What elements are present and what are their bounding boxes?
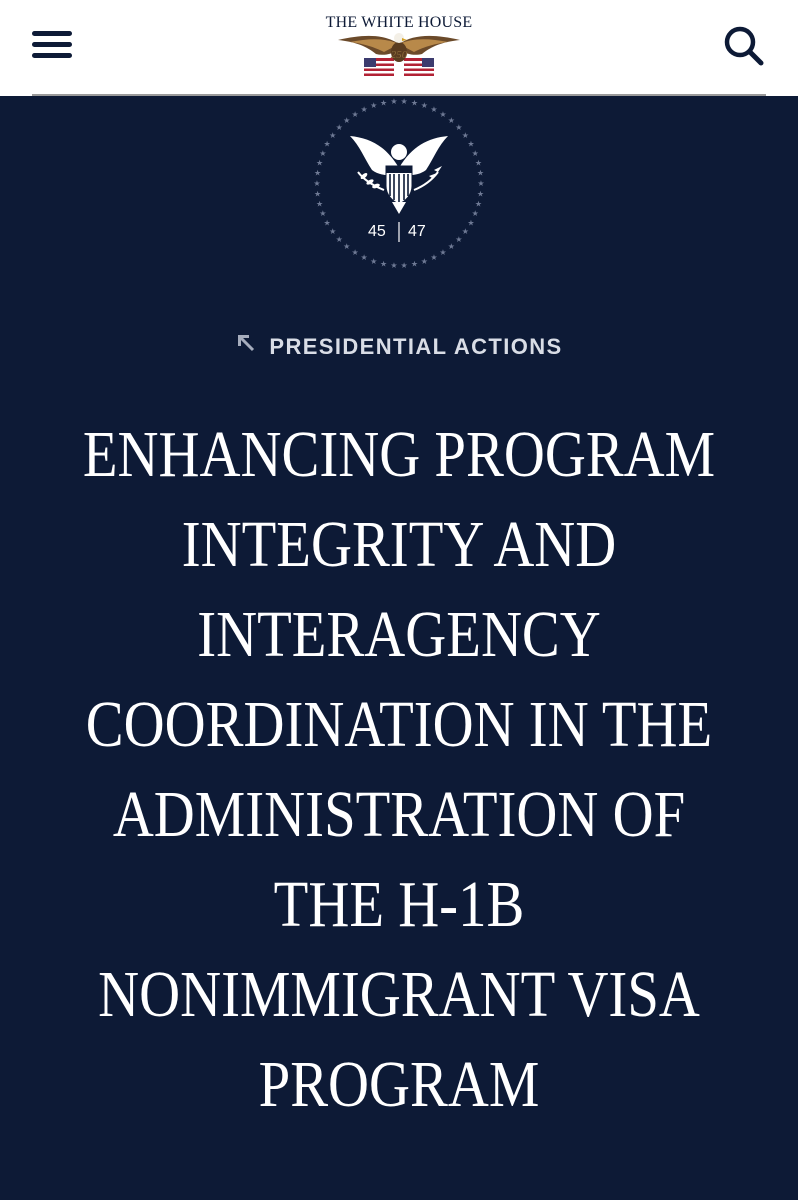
logo-wordmark: THE WHITE HOUSE <box>325 14 473 31</box>
presidential-seal <box>312 96 486 270</box>
seal-star: ★ <box>335 122 343 132</box>
seal-star: ★ <box>323 218 331 228</box>
white-house-logo[interactable] <box>320 10 478 82</box>
search-button[interactable] <box>716 18 772 74</box>
seal-star: ★ <box>313 179 321 188</box>
article-title: ENHANCING PROGRAM INTEGRITY AND INTERAGENCY COORDINATION IN THE ADMINISTRATION OF THE H-1B NONIMMIGRANT VISA PROGRAM <box>82 418 716 1121</box>
presidential-seal-eagle-icon <box>312 96 486 270</box>
seal-star: ★ <box>380 98 388 108</box>
seal-star: ★ <box>316 158 324 168</box>
seal-star: ★ <box>400 97 408 107</box>
seal-star: ★ <box>360 104 368 114</box>
seal-star: ★ <box>410 259 418 269</box>
seal-star: ★ <box>476 168 484 178</box>
site-header <box>0 0 798 96</box>
seal-star: ★ <box>476 189 484 199</box>
seal-star: ★ <box>343 242 351 252</box>
seal-star: ★ <box>477 179 485 188</box>
seal-star: ★ <box>335 235 343 245</box>
seal-star: ★ <box>439 109 447 119</box>
category-link[interactable] <box>0 334 798 360</box>
category-label: PRESIDENTIAL ACTIONS <box>269 334 563 359</box>
seal-star: ★ <box>430 253 438 263</box>
seal-star: ★ <box>461 130 469 140</box>
seal-star: ★ <box>439 248 447 258</box>
seal-star: ★ <box>455 122 463 132</box>
seal-star: ★ <box>343 115 351 125</box>
seal-star: ★ <box>400 260 408 270</box>
seal-star: ★ <box>420 101 428 110</box>
seal-star: ★ <box>461 227 469 237</box>
seal-star: ★ <box>316 199 324 209</box>
seal-star: ★ <box>329 227 337 237</box>
seal-star: ★ <box>323 139 331 149</box>
seal-star: ★ <box>471 148 479 158</box>
seal-star: ★ <box>455 235 463 245</box>
svg-text:250: 250 <box>390 49 408 61</box>
seal-star: ★ <box>314 189 322 199</box>
seal-star: ★ <box>370 257 378 266</box>
seal-star: ★ <box>390 260 398 270</box>
seal-star: ★ <box>351 248 359 258</box>
seal-number-left: 45 <box>368 223 386 240</box>
seal-star: ★ <box>430 104 438 114</box>
seal-star: ★ <box>447 115 455 125</box>
seal-star: ★ <box>370 101 378 110</box>
seal-star: ★ <box>319 148 327 158</box>
seal-star: ★ <box>360 253 368 263</box>
seal-star: ★ <box>410 98 418 108</box>
menu-button[interactable] <box>26 22 80 68</box>
seal-star: ★ <box>474 199 482 209</box>
seal-star: ★ <box>471 209 479 219</box>
seal-star: ★ <box>474 158 482 168</box>
seal-number-right: 47 <box>408 223 426 240</box>
seal-star: ★ <box>329 130 337 140</box>
seal-star: ★ <box>319 209 327 219</box>
search-icon <box>716 18 772 74</box>
arrow-up-left-icon <box>235 332 257 360</box>
seal-star: ★ <box>314 168 322 178</box>
seal-star: ★ <box>351 109 359 119</box>
seal-star: ★ <box>380 259 388 269</box>
seal-star: ★ <box>447 242 455 252</box>
seal-star: ★ <box>467 139 475 149</box>
seal-star: ★ <box>420 257 428 266</box>
seal-star: ★ <box>390 97 398 107</box>
seal-star: ★ <box>467 218 475 228</box>
